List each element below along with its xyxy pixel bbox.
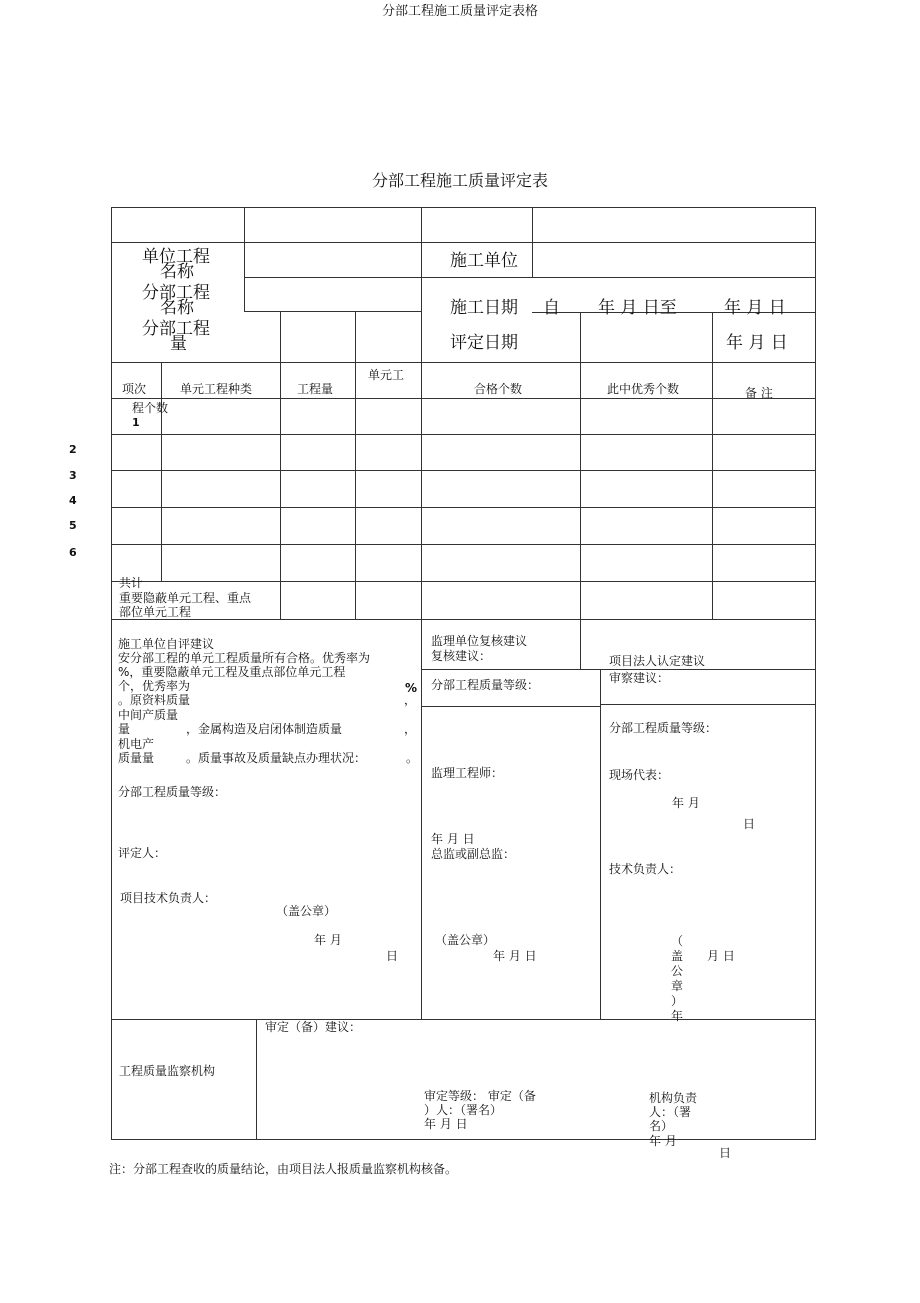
seal-char: ） [670,994,683,1008]
eval-date-label: 评定日期 [450,333,518,353]
self-eval-period: 。 [406,751,419,765]
seal-char: 年 [670,1009,683,1023]
eval-date-value: 年 月 日 [726,333,788,353]
seal-char: 公 [670,964,683,978]
self-eval-line: 安分部工程的单元工程质量所有合格。优秀率为 [118,651,371,665]
footnote: 注：分部工程查收的质量结论，由项目法人报质量监察机构核备。 [109,1162,458,1176]
onsite-rep-label: 现场代表： [609,768,670,782]
self-eval-line: 个，优秀率为 [118,679,191,693]
owner-date-day: 日 [743,817,756,831]
header-unit-count: 单元工 [368,368,405,382]
agency-head-label-cont: 人：（署 [649,1105,692,1119]
row-number: 5 [69,519,77,532]
owner-heading: 项目法人认定建议 [609,654,706,668]
total-label: 共计 [119,576,144,590]
header-excellent: 此中优秀个数 [607,382,680,396]
subproject-qty-label-cont: 量 [170,334,187,354]
construction-unit-label: 施工单位 [450,251,518,271]
agency-head-label-cont: 名） [649,1119,674,1133]
subproject-qty-label: 分部工程 [142,319,210,339]
row-number: 1 [132,416,140,429]
self-eval-line: 中间产质量 [118,708,179,722]
header-remarks: 备 注 [745,386,773,400]
self-eval-date: 年 月 [314,933,342,947]
key-units-label: 重要隐蔽单元工程、重点 [119,591,252,605]
self-eval-line: 质量量 [118,751,155,765]
owner-tech-lead-label: 技术负责人： [609,862,682,876]
self-eval-heading: 施工单位自评建议 [118,637,215,651]
row-number: 3 [69,469,77,482]
agency-grade-date: 年 月 日 [424,1117,468,1131]
date-end: 年 月 日 [724,298,786,318]
self-eval-line: %，重要隐蔽单元工程及重点部位单元工程 [118,665,346,679]
date-start: 年 月 日至 [598,298,677,318]
evaluator-label: 评定人： [118,846,167,860]
agency-signer-label: ）人：（署名） [424,1103,503,1117]
chief-supervisor-label: 总监或副总监： [431,847,516,861]
owner-date: 年 月 [672,796,700,810]
supervision-opinion-label: 复核建议： [431,649,492,663]
subproject-label-cont: 名称 [160,298,194,318]
supervision-grade-label: 分部工程质量等级： [431,678,540,692]
agency-label: 工程质量监察机构 [119,1064,216,1078]
self-eval-comma: ， [404,693,417,707]
page-title: 分部工程施工质量评定表 [371,171,548,190]
supervision-date: 年 月 日 [431,832,475,846]
owner-grade-label: 分部工程质量等级： [609,721,718,735]
supervising-engineer-label: 监理工程师： [431,766,504,780]
supervision-seal-date: 年 月 日 [493,949,537,963]
self-eval-grade-label: 分部工程质量等级： [118,785,227,799]
self-eval-comma: ， [404,722,417,736]
owner-seal-date: 月 日 [707,949,735,963]
row-number: 6 [69,546,77,559]
supervision-heading: 监理单位复核建议 [431,634,528,648]
official-seal: （盖公章） [435,933,496,947]
header-unit-count-cont: 程个数 [132,401,169,415]
header-unit-type: 单元工程种类 [180,382,253,396]
key-units-label-cont: 部位单元工程 [119,605,192,619]
percent-sign: % [405,681,418,695]
unit-project-label: 单位工程 [142,247,210,267]
self-eval-line: 。原资料质量 [118,693,191,707]
page-header: 分部工程施工质量评定表格 [381,4,538,19]
header-item-no: 项次 [122,382,147,396]
seal-char: （ [670,934,683,948]
agency-head-label: 机构负责 [649,1091,698,1105]
date-from: 自 [543,298,560,318]
seal-char: 章 [670,979,683,993]
construction-date-label: 施工日期 [450,298,518,318]
unit-project-label-cont: 名称 [160,262,194,282]
tech-lead-label: 项目技术负责人： [120,891,217,905]
seal-char: 盖 [670,949,683,963]
self-eval-date-day: 日 [386,949,399,963]
row-number: 4 [69,494,77,507]
agency-head-date: 年 月 [649,1134,677,1148]
header-quantity: 工程量 [297,382,334,396]
agency-grade-label: 审定等级： 审定（备 [424,1089,536,1103]
agency-head-date-day: 日 [719,1146,732,1160]
header-qualified: 合格个数 [474,382,523,396]
agency-opinion-label: 审定（备）建议： [265,1020,362,1034]
self-eval-line: 机电产 [118,737,155,751]
owner-review-label: 审察建议： [609,671,670,685]
subproject-label: 分部工程 [142,283,210,303]
self-eval-line: ，金属构造及启闭体制造质量 [186,722,343,736]
self-eval-line: 。质量事故及质量缺点办理状况： [186,751,367,765]
row-number: 2 [69,443,77,456]
official-seal: （盖公章） [276,904,337,918]
owner-seal-vertical [668,934,686,1024]
self-eval-line: 量 [118,722,131,736]
